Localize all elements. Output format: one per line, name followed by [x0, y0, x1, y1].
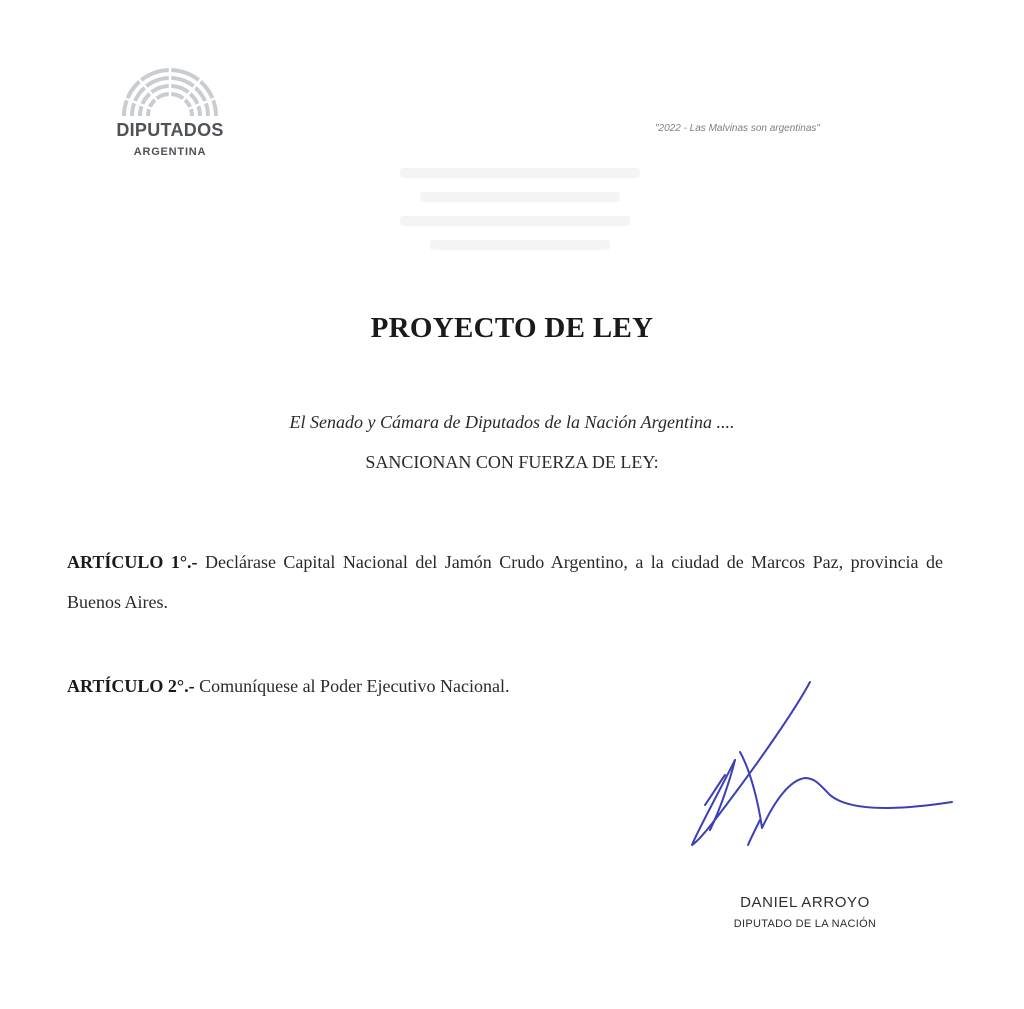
article-2-heading: ARTÍCULO 2°.- — [67, 676, 195, 696]
preamble: El Senado y Cámara de Diputados de la Nación Argentina .... — [289, 412, 735, 432]
article-1-text: Declárase Capital Nacional del Jamón Crudo Argentino, a la ciudad de Marcos Paz, provincia de Buenos Aires. — [67, 552, 944, 612]
article-1-heading: ARTÍCULO 1°.- — [67, 552, 198, 572]
article-2-text: Comuníquese al Poder Ejecutivo Nacional. — [199, 676, 510, 696]
article-1 — [67, 542, 943, 622]
handwritten-signature — [680, 680, 970, 880]
logo-line-argentina: ARGENTINA — [133, 146, 207, 158]
logo-line-diputados: DIPUTADOS — [116, 120, 224, 140]
signer-name: DANIEL ARROYO — [740, 894, 870, 911]
bleed-through-text — [400, 168, 660, 288]
arches-icon — [118, 62, 222, 118]
signer-title: DIPUTADO DE LA NACIÓN — [733, 918, 877, 930]
chamber-logo — [100, 62, 240, 172]
sanction-formula: SANCIONAN CON FUERZA DE LEY: — [365, 452, 659, 472]
document-title: PROYECTO DE LEY — [370, 312, 654, 344]
year-motto: "2022 - Las Malvinas son argentinas" — [655, 123, 820, 134]
